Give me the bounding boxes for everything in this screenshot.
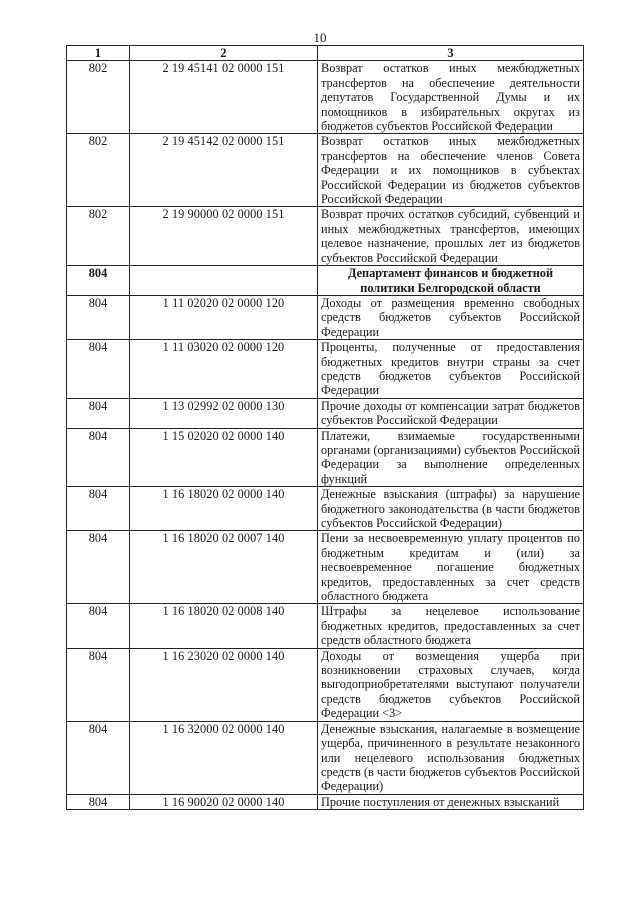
column-header-code: 2: [130, 46, 318, 61]
admin-code-cell: 804: [67, 487, 130, 531]
table-row: [67, 648, 584, 721]
revenue-description-cell: Пени за несвоевременную уплату процентов по бюджетным кредитам и (или) за несвоевременное погашение бюджетных кредитов, предоставленных за счет средств областного бюджета: [318, 531, 584, 604]
table-row: [67, 340, 584, 399]
budget-classification-code-cell: 1 11 03020 02 0000 120: [130, 340, 318, 399]
budget-classification-code-cell: 2 19 45142 02 0000 151: [130, 134, 318, 207]
revenue-description-cell: Возврат прочих остатков субсидий, субвенций и иных межбюджетных трансфертов, имеющих целевое назначение, прошлых лет из бюджетов субъектов Российской Федерации: [318, 207, 584, 266]
table-row: [67, 61, 584, 134]
budget-classification-code-cell: 1 16 23020 02 0000 140: [130, 648, 318, 721]
revenue-description-cell: Возврат остатков иных межбюджетных трансфертов на обеспечение деятельности депутатов Государственной Думы и их помощников в избирательных округах из бюджетов субъектов Российской Федерации: [318, 61, 584, 134]
table-body: [67, 61, 584, 810]
revenue-description-cell: Доходы от возмещения ущерба при возникновении страховых случаев, когда выгодоприобретателями выступают получатели средств бюджетов субъектов Российской Федерации <3>: [318, 648, 584, 721]
table-row: [67, 794, 584, 809]
department-name-cell: Департамент финансов и бюджетной политики Белгородской области: [318, 266, 584, 296]
table-row: [67, 134, 584, 207]
admin-code-cell: 804: [67, 794, 130, 809]
table-row: [67, 428, 584, 487]
revenue-description-cell: Штрафы за нецелевое использование бюджетных кредитов, предоставленных за счет средств областного бюджета: [318, 604, 584, 648]
revenue-description-cell: Возврат остатков иных межбюджетных трансфертов на обеспечение членов Совета Федерации и их помощников в субъектах Российской Федерации из бюджетов субъектов Российской Федерации: [318, 134, 584, 207]
budget-classification-code-cell: 1 16 18020 02 0007 140: [130, 531, 318, 604]
admin-code-cell: 804: [67, 340, 130, 399]
section-header-row: [67, 266, 584, 296]
budget-classification-code-cell: [130, 266, 318, 296]
admin-code-cell: 804: [67, 648, 130, 721]
revenue-description-cell: Платежи, взимаемые государственными органами (организациями) субъектов Российской Федерации за выполнение определенных функций: [318, 428, 584, 487]
admin-code-cell: 804: [67, 531, 130, 604]
table-row: [67, 207, 584, 266]
budget-classification-code-cell: 1 15 02020 02 0000 140: [130, 428, 318, 487]
budget-classification-code-cell: 2 19 45141 02 0000 151: [130, 61, 318, 134]
revenue-description-cell: Проценты, полученные от предоставления бюджетных кредитов внутри страны за счет средств бюджетов субъектов Российской Федерации: [318, 340, 584, 399]
revenue-description-cell: Прочие поступления от денежных взысканий: [318, 794, 584, 809]
revenue-description-cell: Прочие доходы от компенсации затрат бюджетов субъектов Российской Федерации: [318, 398, 584, 428]
budget-classification-code-cell: 1 13 02992 02 0000 130: [130, 398, 318, 428]
table-row: [67, 487, 584, 531]
admin-code-cell: 804: [67, 266, 130, 296]
table-row: [67, 398, 584, 428]
revenue-description-cell: Денежные взыскания (штрафы) за нарушение бюджетного законодательства (в части бюджетов субъектов Российской Федерации): [318, 487, 584, 531]
column-header-admin: 1: [67, 46, 130, 61]
revenue-description-cell: Доходы от размещения временно свободных средств бюджетов субъектов Российской Федерации: [318, 295, 584, 339]
admin-code-cell: 802: [67, 61, 130, 134]
budget-classification-code-cell: 1 16 32000 02 0000 140: [130, 721, 318, 794]
admin-code-cell: 802: [67, 134, 130, 207]
budget-classification-code-cell: 1 16 18020 02 0000 140: [130, 487, 318, 531]
admin-code-cell: 804: [67, 428, 130, 487]
admin-code-cell: 804: [67, 604, 130, 648]
admin-code-cell: 802: [67, 207, 130, 266]
revenue-description-cell: Денежные взыскания, налагаемые в возмещение ущерба, причиненного в результате незаконного или нецелевого использования бюджетных средств (в части бюджетов субъектов Российской Федерации): [318, 721, 584, 794]
budget-classification-code-cell: 2 19 90000 02 0000 151: [130, 207, 318, 266]
table-row: [67, 721, 584, 794]
budget-classification-code-cell: 1 16 90020 02 0000 140: [130, 794, 318, 809]
admin-code-cell: 804: [67, 721, 130, 794]
table-header-row: [67, 46, 584, 61]
admin-code-cell: 804: [67, 295, 130, 339]
column-header-description: 3: [318, 46, 584, 61]
table-row: [67, 531, 584, 604]
revenue-codes-table: [66, 45, 584, 810]
budget-classification-code-cell: 1 16 18020 02 0008 140: [130, 604, 318, 648]
table-row: [67, 295, 584, 339]
budget-classification-code-cell: 1 11 02020 02 0000 120: [130, 295, 318, 339]
table-row: [67, 604, 584, 648]
admin-code-cell: 804: [67, 398, 130, 428]
page-number: 10: [313, 30, 327, 45]
